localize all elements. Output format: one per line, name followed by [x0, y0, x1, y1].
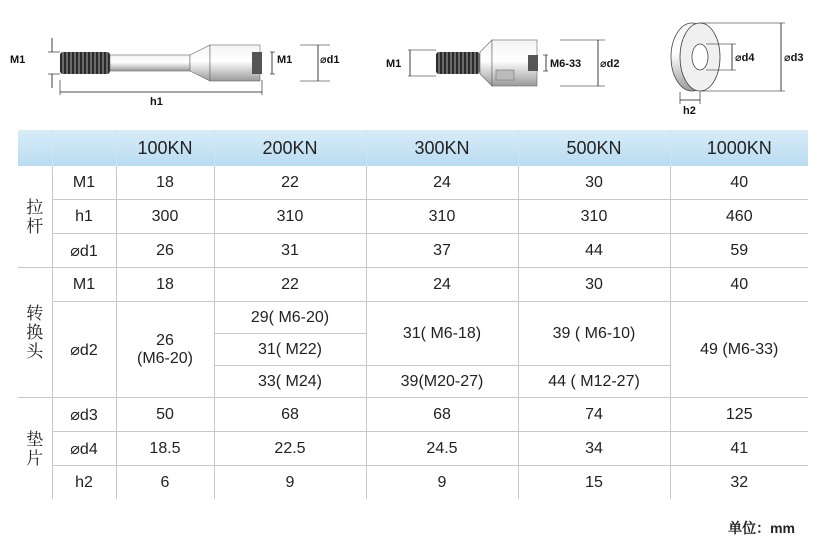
table-cell: 300: [116, 200, 214, 234]
group-label: 拉杆: [26, 197, 44, 236]
table-cell: 24: [366, 268, 518, 302]
table-cell: 9: [366, 466, 518, 500]
table-cell: 74: [518, 398, 670, 432]
table-row: [18, 166, 808, 200]
table-row: [18, 466, 808, 500]
table-cell: 18.5: [116, 432, 214, 466]
washer-h2-label: h2: [683, 105, 696, 117]
table-cell: 40: [670, 166, 808, 200]
rod-d1-label: ⌀d1: [320, 54, 340, 66]
header-blank-2: [52, 130, 116, 166]
table-cell: 44 ( M12-27): [518, 366, 670, 398]
spec-table: [18, 130, 808, 499]
table-cell: 310: [518, 200, 670, 234]
group-washer: [18, 398, 52, 500]
table-cell: 6: [116, 466, 214, 500]
table-cell-100kn-d2: [116, 302, 214, 398]
row-label: M1: [52, 166, 116, 200]
unit-label: 单位：mm: [728, 520, 795, 536]
table-row: [18, 268, 808, 302]
table-cell: 39 ( M6-10): [518, 302, 670, 366]
table-row: [18, 200, 808, 234]
table-cell: 24.5: [366, 432, 518, 466]
table-cell: 44: [518, 234, 670, 268]
table-cell: 31( M22): [214, 334, 366, 366]
table-cell: 37: [366, 234, 518, 268]
table-cell: 30: [518, 166, 670, 200]
table-cell: 68: [214, 398, 366, 432]
table-cell: 22: [214, 166, 366, 200]
group-adapter: [18, 268, 52, 398]
table-cell: 49 (M6-33): [670, 302, 808, 398]
adapter-diagram: [386, 40, 619, 86]
rod-m1-label: M1: [10, 54, 26, 66]
header-blank: [18, 130, 52, 166]
header-200kn: 200KN: [214, 130, 366, 166]
adapter-d2-label: ⌀d2: [600, 58, 620, 70]
table-cell: 29( M6-20): [214, 302, 366, 334]
row-label: h2: [52, 466, 116, 500]
rod-h1-label: h1: [150, 96, 163, 108]
table-cell: 33( M24): [214, 366, 366, 398]
header-1000kn: 1000KN: [670, 130, 808, 166]
table-row: [18, 432, 808, 466]
washer-d3-label: ⌀d3: [784, 52, 804, 64]
table-cell: 31( M6-18): [366, 302, 518, 366]
row-label: ⌀d4: [52, 432, 116, 466]
table-cell: 39(M20-27): [366, 366, 518, 398]
table-cell: 32: [670, 466, 808, 500]
table-cell: 50: [116, 398, 214, 432]
table-cell: 41: [670, 432, 808, 466]
table-cell: 59: [670, 234, 808, 268]
table-cell: 22.5: [214, 432, 366, 466]
cell-line: 26: [156, 331, 174, 349]
table-cell: 15: [518, 466, 670, 500]
pull-rod-diagram: [10, 38, 339, 108]
washer-diagram: [671, 23, 803, 117]
table-row: [18, 398, 808, 432]
table-cell: 26: [116, 234, 214, 268]
table-cell: 68: [366, 398, 518, 432]
header-300kn: 300KN: [366, 130, 518, 166]
table-cell: 31: [214, 234, 366, 268]
header-row: [18, 130, 808, 166]
adapter-m1-label: M1: [386, 58, 402, 70]
table-row: [18, 302, 808, 334]
table-cell: 34: [518, 432, 670, 466]
header-100kn: 100KN: [116, 130, 214, 166]
dimension-diagrams: [0, 0, 825, 125]
table-cell: 30: [518, 268, 670, 302]
adapter-thread-label: M6-33: [550, 58, 582, 70]
table-cell: 18: [116, 166, 214, 200]
table-cell: 460: [670, 200, 808, 234]
table-cell: 40: [670, 268, 808, 302]
group-label: 垫片: [26, 429, 44, 468]
group-label: 转换头: [26, 304, 44, 361]
table-cell: 24: [366, 166, 518, 200]
group-pull-rod: [18, 166, 52, 268]
row-label: ⌀d1: [52, 234, 116, 268]
table-cell: 310: [366, 200, 518, 234]
row-label: M1: [52, 268, 116, 302]
table-cell: 9: [214, 466, 366, 500]
row-label: ⌀d3: [52, 398, 116, 432]
table-cell: 125: [670, 398, 808, 432]
table-cell: 22: [214, 268, 366, 302]
cell-line: (M6-20): [136, 349, 193, 367]
row-label: h1: [52, 200, 116, 234]
table-row: [18, 234, 808, 268]
table-cell: 310: [214, 200, 366, 234]
washer-d4-label: ⌀d4: [735, 52, 755, 64]
rod-inner-m1-label: M1: [277, 54, 293, 66]
header-500kn: 500KN: [518, 130, 670, 166]
table-cell: 18: [116, 268, 214, 302]
row-label: ⌀d2: [52, 302, 116, 398]
